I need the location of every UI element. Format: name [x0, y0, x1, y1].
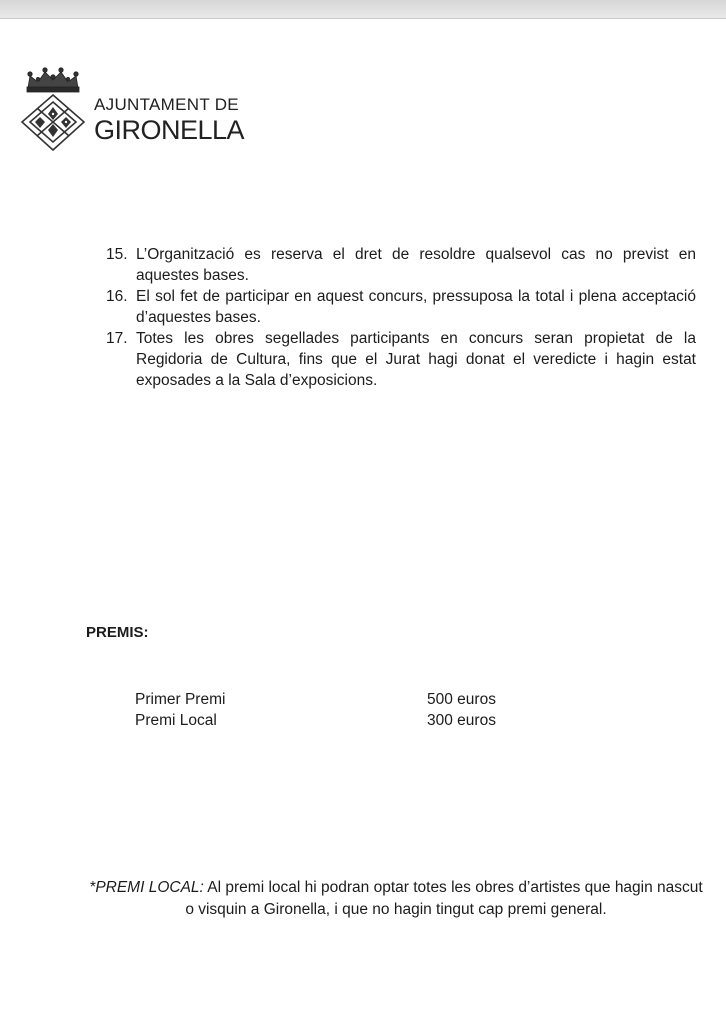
rule-number: 17. [106, 330, 128, 347]
rule-number: 15. [106, 246, 128, 263]
brand-line-1: AJUNTAMENT DE [94, 95, 239, 114]
local-prize-note [86, 877, 706, 921]
rule-item-17 [106, 328, 696, 391]
rule-number: 16. [106, 288, 128, 305]
coat-of-arms-icon [18, 62, 88, 154]
prize-amount: 500 euros [427, 691, 496, 708]
prizes-heading: PREMIS: [86, 624, 149, 641]
prize-name: Primer Premi [135, 691, 226, 708]
rule-item-16 [106, 286, 696, 328]
municipality-name [94, 95, 244, 145]
rule-item-15 [106, 244, 696, 286]
rule-text: L’Organització es reserva el dret de resoldre qualsevol cas no previst en aquestes bases. [136, 246, 696, 284]
top-scroll-edge [0, 0, 726, 19]
brand-line-2: GIRONELLA [94, 115, 245, 145]
prize-amount: 300 euros [427, 712, 496, 729]
rule-text: Totes les obres segellades participants en concurs seran propietat de la Regidoria de Cultura, fins que el Jurat hagi donat el veredicte i hagin estat exposades a la Sala d’exposicions. [136, 330, 696, 389]
note-label: *PREMI LOCAL: [89, 879, 204, 896]
rules-list [106, 244, 696, 391]
note-text: Al premi local hi podran optar totes les obres d’artistes que hagin nascut o visquin a Gironella, i que no hagin tingut cap premi general. [185, 879, 703, 918]
rule-text: El sol fet de participar en aquest concurs, pressuposa la total i plena acceptació d’aquestes bases. [136, 288, 696, 326]
prize-name: Premi Local [135, 712, 217, 729]
